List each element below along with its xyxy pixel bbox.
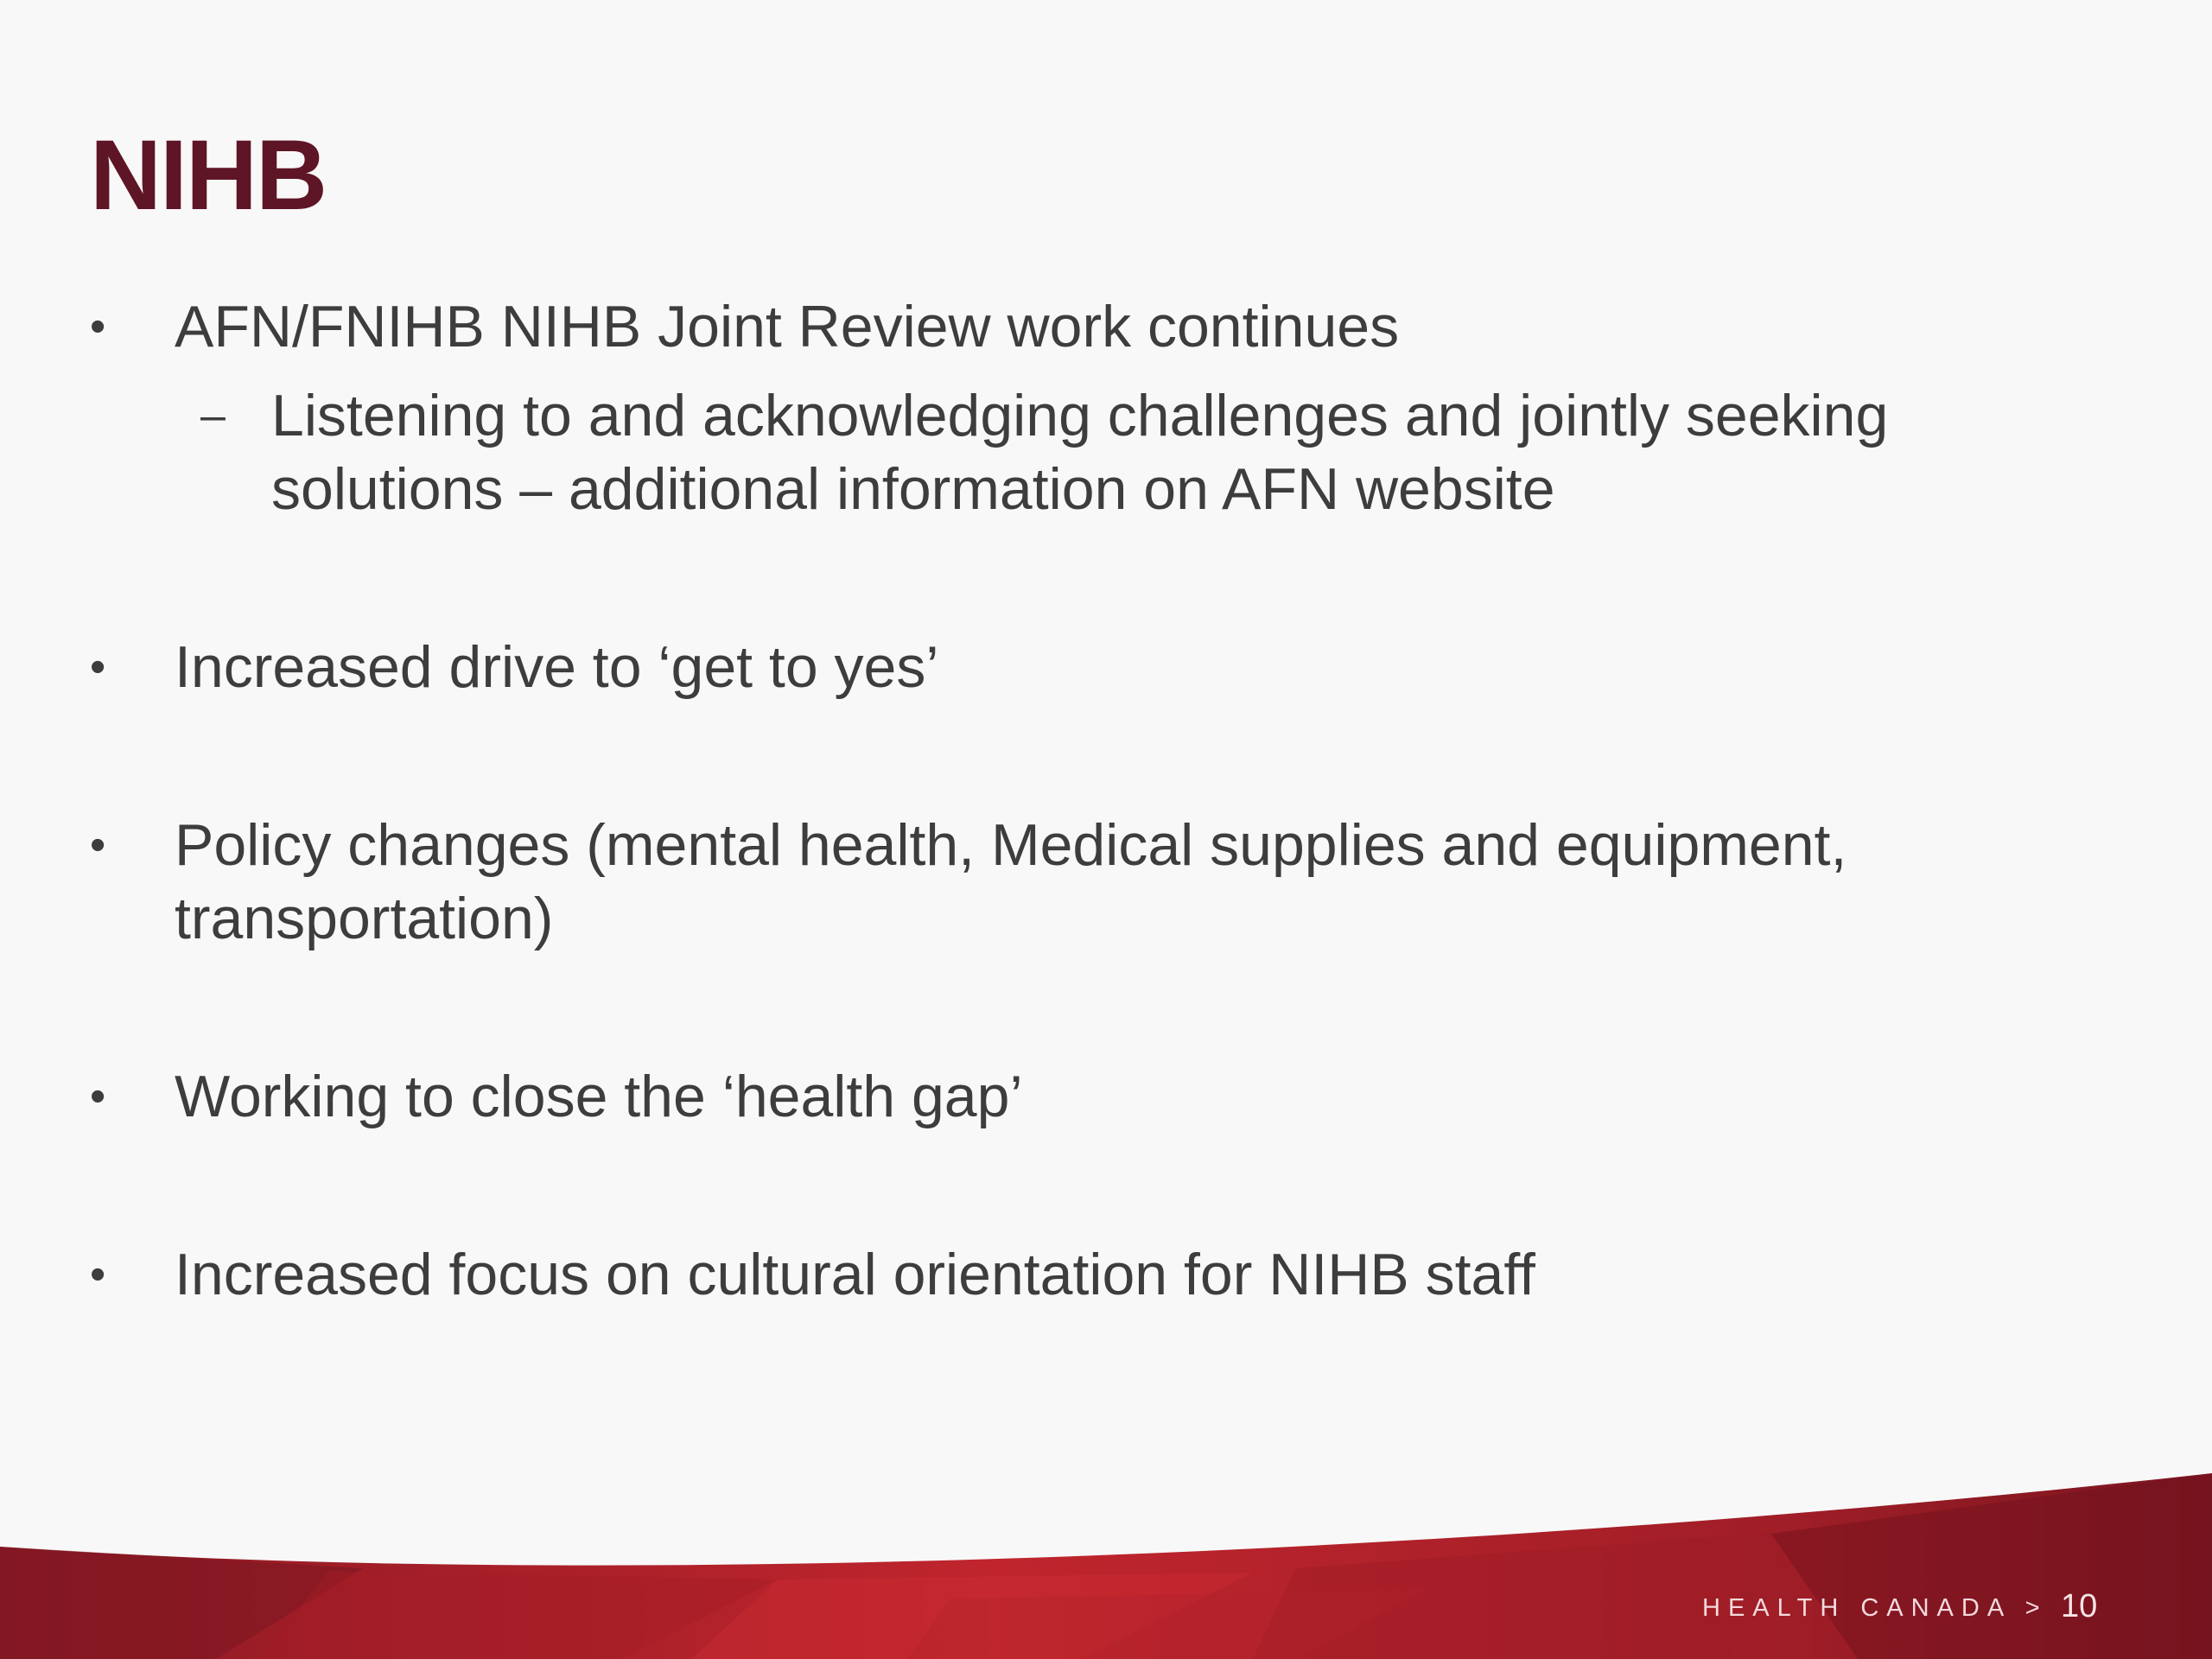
bullet-item: [90, 631, 2077, 704]
footer-red-wave: [0, 1426, 2212, 1659]
bullet-text: Increased focus on cultural orientation for NIHB staff: [175, 1242, 1535, 1307]
bullet-marker: •: [90, 1071, 106, 1122]
bullet-text: AFN/FNIHB NIHB Joint Review work continues: [175, 294, 1400, 359]
bullet-text: Policy changes (mental health, Medical supplies and equipment, transportation): [175, 812, 1847, 951]
sub-bullet-item: [90, 379, 2077, 526]
page-number: 10: [2061, 1588, 2098, 1624]
bullet-text: Increased drive to ‘get to yes’: [175, 634, 939, 700]
bullet-list: [90, 290, 2077, 1312]
bullet-item: [90, 1060, 2077, 1134]
footer-health-canada-label: HEALTH CANADA >: [1702, 1594, 2048, 1622]
sub-bullet-text: Listening to and acknowledging challenges and jointly seeking solutions – additional information on AFN website: [271, 383, 1889, 522]
bullet-marker: •: [90, 1249, 106, 1300]
bullet-item: [90, 1238, 2077, 1312]
slide-title: NIHB: [90, 120, 327, 231]
bullet-item: [90, 809, 2077, 956]
bullet-marker: •: [90, 302, 106, 352]
bullet-item: [90, 290, 2077, 526]
bullet-marker: •: [90, 820, 106, 870]
bullet-text: Working to close the ‘health gap’: [175, 1064, 1023, 1129]
bullet-marker: •: [90, 642, 106, 692]
sub-bullet-marker: –: [200, 391, 226, 441]
